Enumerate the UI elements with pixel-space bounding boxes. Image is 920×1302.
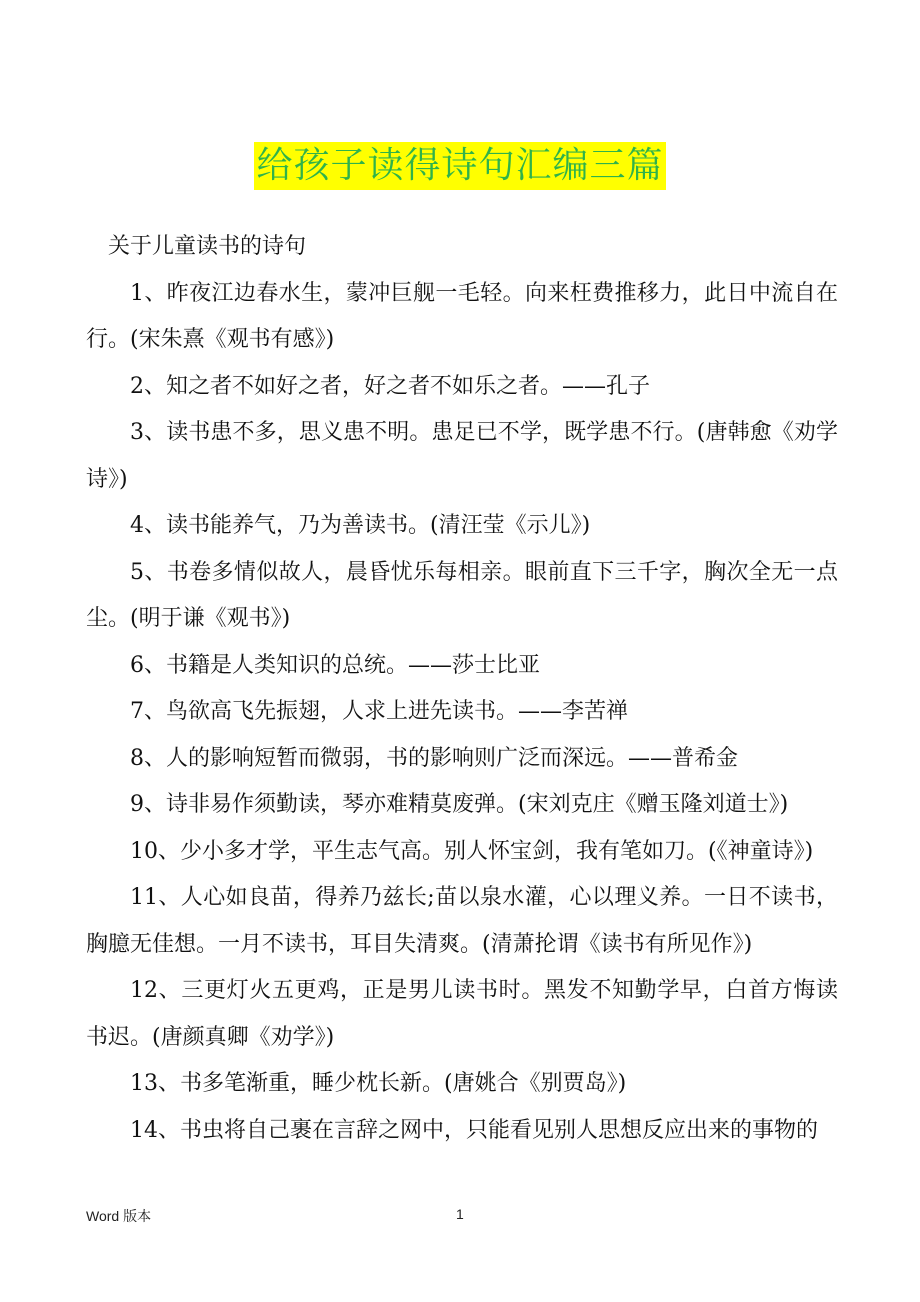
- poem-item-12: 12、三更灯火五更鸡，正是男儿读书时。黑发不知勤学早，白首方悔读书迟。(唐颜真卿《劝学》): [86, 978, 838, 1050]
- poem-item-6: 6、书籍是人类知识的总统。——莎士比亚: [130, 652, 540, 678]
- poem-item-11: 11、人心如良苗，得养乃兹长;苗以泉水灌，心以理义养。一日不读书，胸臆无佳想。一月不读书，耳目失清爽。(清萧抡谓《读书有所见作》): [86, 885, 838, 957]
- poem-item-3: 3、读书患不多，思义患不明。患足已不学，既学患不行。(唐韩愈《劝学诗》): [86, 420, 838, 492]
- title-container: [0, 142, 920, 190]
- footer-label: Word 版本: [86, 1208, 152, 1224]
- document-body: [86, 224, 838, 1154]
- poem-item-10: 10、少小多才学，平生志气高。别人怀宝剑，我有笔如刀。(《神童诗》): [130, 838, 814, 864]
- section-heading: 关于儿童读书的诗句: [108, 234, 307, 259]
- document-title: 给孩子读得诗句汇编三篇: [254, 142, 665, 190]
- poem-item-14: 14、书虫将自己裹在言辞之网中，只能看见别人思想反应出来的事物的: [130, 1117, 818, 1143]
- poem-item-13: 13、书多笔渐重，睡少枕长新。(唐姚合《别贾岛》): [130, 1071, 627, 1096]
- poem-item-4: 4、读书能养气，乃为善读书。(清汪莹《示儿》): [130, 513, 591, 538]
- poem-item-9: 9、诗非易作须勤读，琴亦难精莫废弹。(宋刘克庄《赠玉隆刘道士》): [130, 792, 789, 817]
- poem-item-1: 1、昨夜江边春水生，蒙冲巨舰一毛轻。向来枉费推移力，此日中流自在行。(宋朱熹《观书有感》): [86, 280, 838, 352]
- poem-item-8: 8、人的影响短暂而微弱，书的影响则广泛而深远。——普希金: [130, 745, 738, 771]
- poem-item-2: 2、知之者不如好之者，好之者不如乐之者。——孔子: [130, 373, 650, 399]
- poem-item-5: 5、书卷多情似故人，晨昏忧乐每相亲。眼前直下三千字，胸次全无一点尘。(明于谦《观书》): [86, 559, 838, 631]
- footer-page-number: 1: [456, 1206, 464, 1222]
- poem-item-7: 7、鸟欲高飞先振翅，人求上进先读书。——李苦禅: [130, 699, 628, 724]
